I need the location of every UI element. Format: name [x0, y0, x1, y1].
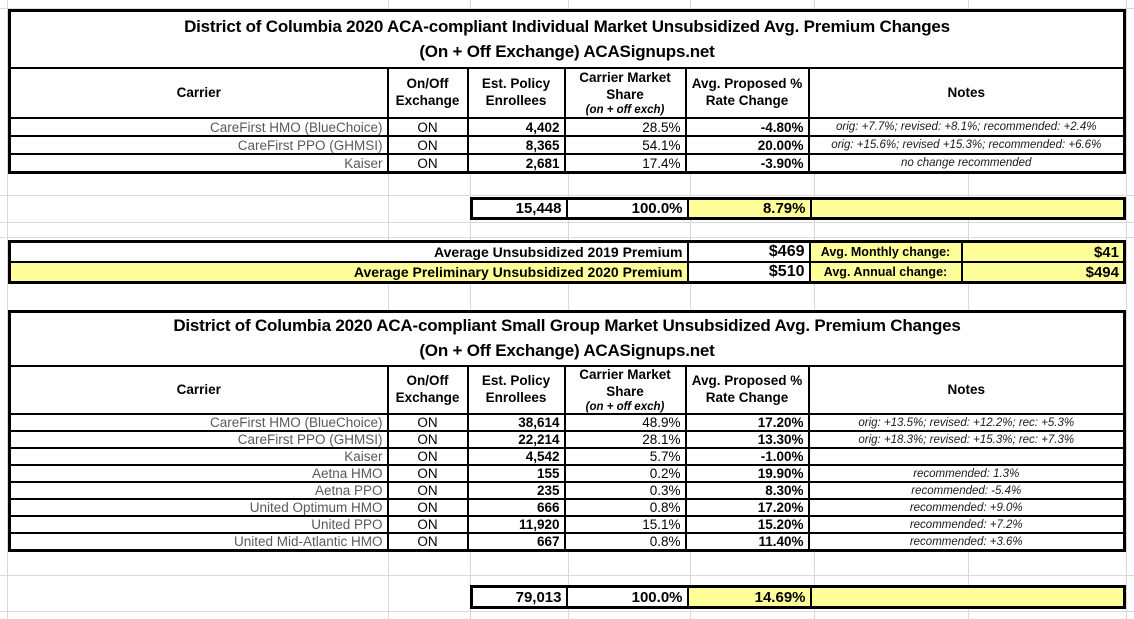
col-header-enrollees[interactable]: Est. Policy Enrollees	[468, 366, 565, 414]
annual-change-label[interactable]: Avg. Annual change:	[810, 262, 962, 283]
col-header-rate[interactable]: Avg. Proposed % Rate Change	[686, 366, 809, 414]
cell-rate[interactable]: -4.80%	[686, 118, 809, 136]
cell-enrollees[interactable]: 667	[468, 533, 565, 551]
gridline-horizontal	[0, 575, 1134, 576]
avg-2019-premium-value[interactable]: $469	[688, 242, 810, 263]
table-row	[10, 533, 1125, 551]
table-row	[10, 414, 1125, 431]
monthly-change-value[interactable]: $41	[962, 242, 1125, 263]
cell-exchange[interactable]: ON	[388, 465, 468, 482]
cell-share[interactable]: 0.8%	[565, 533, 686, 551]
col-header-share[interactable]	[565, 68, 686, 118]
cell-exchange[interactable]: ON	[388, 516, 468, 533]
cell-rate[interactable]: 19.90%	[686, 465, 809, 482]
cell-share[interactable]: 15.1%	[565, 516, 686, 533]
col-header-notes[interactable]: Notes	[809, 68, 1125, 118]
cell-notes[interactable]: orig: +7.7%; revised: +8.1%; recommended: +2.4%	[809, 118, 1125, 136]
avg-2020-premium-value[interactable]: $510	[688, 262, 810, 283]
cell-enrollees[interactable]: 8,365	[468, 136, 565, 154]
cell-exchange[interactable]: ON	[388, 482, 468, 499]
cell-exchange[interactable]: ON	[388, 154, 468, 173]
table-row	[10, 482, 1125, 499]
cell-exchange[interactable]: ON	[388, 448, 468, 465]
cell-exchange[interactable]: ON	[388, 533, 468, 551]
cell-share[interactable]: 28.1%	[565, 431, 686, 448]
col-header-carrier[interactable]: Carrier	[10, 366, 388, 414]
cell-enrollees[interactable]: 22,214	[468, 431, 565, 448]
cell-rate[interactable]: -3.90%	[686, 154, 809, 173]
cell-rate[interactable]: 20.00%	[686, 136, 809, 154]
cell-share[interactable]: 0.3%	[565, 482, 686, 499]
table-row	[10, 465, 1125, 482]
cell-rate[interactable]: 8.30%	[686, 482, 809, 499]
gridline-horizontal	[0, 195, 1134, 196]
cell-notes[interactable]: recommended: +9.0%	[809, 499, 1125, 516]
cell-carrier[interactable]: Kaiser	[10, 154, 388, 173]
gridline-horizontal	[0, 611, 1134, 612]
cell-exchange[interactable]: ON	[388, 118, 468, 136]
cell-carrier[interactable]: United PPO	[10, 516, 388, 533]
cell-carrier[interactable]: CareFirst HMO (BlueChoice)	[10, 414, 388, 431]
table-row	[10, 516, 1125, 533]
cell-notes[interactable]: recommended: +7.2%	[809, 516, 1125, 533]
cell-rate[interactable]: 11.40%	[686, 533, 809, 551]
cell-exchange[interactable]: ON	[388, 414, 468, 431]
cell-notes[interactable]: no change recommended	[809, 154, 1125, 173]
cell-notes[interactable]: recommended: -5.4%	[809, 482, 1125, 499]
total-rate[interactable]: 14.69%	[688, 587, 811, 608]
cell-exchange[interactable]: ON	[388, 431, 468, 448]
cell-notes[interactable]	[809, 448, 1125, 465]
gridline-vertical	[1126, 0, 1127, 619]
premium-summary-box	[8, 240, 1126, 284]
individual-market-table	[8, 9, 1126, 174]
cell-carrier[interactable]: CareFirst HMO (BlueChoice)	[10, 118, 388, 136]
title-line-1: District of Columbia 2020 ACA-compliant Individual Market Unsubsidized Avg. Premium Changes	[184, 16, 950, 36]
cell-carrier[interactable]: CareFirst PPO (GHMSI)	[10, 431, 388, 448]
table-row	[10, 118, 1125, 136]
total-notes-empty[interactable]	[811, 199, 1125, 219]
col-header-exchange[interactable]: On/Off Exchange	[388, 366, 468, 414]
small-group-market-table	[8, 310, 1126, 552]
cell-exchange[interactable]: ON	[388, 499, 468, 516]
title-line-1: District of Columbia 2020 ACA-compliant Small Group Market Unsubsidized Avg. Premium Changes	[173, 316, 961, 336]
cell-enrollees[interactable]: 235	[468, 482, 565, 499]
gridline-horizontal	[0, 222, 1134, 223]
cell-share[interactable]: 48.9%	[565, 414, 686, 431]
gridline-horizontal	[0, 237, 1134, 238]
col-header-enrollees[interactable]: Est. Policy Enrollees	[468, 68, 565, 118]
share-header-text: Carrier Market Share	[579, 69, 671, 102]
cell-notes[interactable]: orig: +13.5%; revised: +12.2%; rec: +5.3%	[809, 414, 1125, 431]
table-title-individual[interactable]	[10, 11, 1125, 69]
cell-rate[interactable]: -1.00%	[686, 448, 809, 465]
cell-notes[interactable]: orig: +15.6%; revised +15.3%; recommended: +6.6%	[809, 136, 1125, 154]
cell-share[interactable]: 0.2%	[565, 465, 686, 482]
total-share[interactable]: 100.0%	[567, 587, 688, 608]
col-header-carrier[interactable]: Carrier	[10, 68, 388, 118]
table-row	[10, 154, 1125, 173]
share-header-subtext: (on + off exch)	[585, 400, 665, 413]
cell-rate[interactable]: 17.20%	[686, 414, 809, 431]
table-row	[10, 499, 1125, 516]
cell-carrier[interactable]: United Mid-Atlantic HMO	[10, 533, 388, 551]
cell-rate[interactable]: 15.20%	[686, 516, 809, 533]
cell-rate[interactable]: 13.30%	[686, 431, 809, 448]
share-header-subtext: (on + off exch)	[585, 103, 665, 116]
individual-totals-row	[470, 197, 1126, 220]
title-line-2: (On + Off Exchange) ACASignups.net	[419, 41, 715, 61]
table-title-small-group[interactable]	[10, 312, 1125, 367]
annual-change-value[interactable]: $494	[962, 262, 1125, 283]
col-header-exchange[interactable]: On/Off Exchange	[388, 68, 468, 118]
avg-2019-premium-label[interactable]: Average Unsubsidized 2019 Premium	[10, 242, 688, 263]
table-row	[10, 448, 1125, 465]
col-header-share[interactable]	[565, 366, 686, 414]
cell-enrollees[interactable]: 38,614	[468, 414, 565, 431]
total-notes-empty[interactable]	[811, 587, 1125, 608]
cell-carrier[interactable]: Aetna PPO	[10, 482, 388, 499]
total-share[interactable]: 100.0%	[567, 199, 688, 219]
cell-carrier[interactable]: Aetna HMO	[10, 465, 388, 482]
avg-2020-premium-label[interactable]: Average Preliminary Unsubsidized 2020 Premium	[10, 262, 688, 283]
cell-rate[interactable]: 17.20%	[686, 499, 809, 516]
cell-enrollees[interactable]: 155	[468, 465, 565, 482]
total-enrollees[interactable]: 15,448	[472, 199, 567, 219]
cell-notes[interactable]: recommended: 1.3%	[809, 465, 1125, 482]
cell-notes[interactable]: recommended: +3.6%	[809, 533, 1125, 551]
total-enrollees[interactable]: 79,013	[472, 587, 567, 608]
table-row	[10, 431, 1125, 448]
cell-share[interactable]: 0.8%	[565, 499, 686, 516]
cell-share[interactable]: 28.5%	[565, 118, 686, 136]
cell-enrollees[interactable]: 4,542	[468, 448, 565, 465]
cell-share[interactable]: 54.1%	[565, 136, 686, 154]
cell-exchange[interactable]: ON	[388, 136, 468, 154]
monthly-change-label[interactable]: Avg. Monthly change:	[810, 242, 962, 263]
cell-enrollees[interactable]: 2,681	[468, 154, 565, 173]
cell-enrollees[interactable]: 666	[468, 499, 565, 516]
cell-carrier[interactable]: Kaiser	[10, 448, 388, 465]
cell-carrier[interactable]: United Optimum HMO	[10, 499, 388, 516]
cell-share[interactable]: 5.7%	[565, 448, 686, 465]
share-header-text: Carrier Market Share	[579, 367, 671, 399]
col-header-notes[interactable]: Notes	[809, 366, 1125, 414]
cell-enrollees[interactable]: 11,920	[468, 516, 565, 533]
total-rate[interactable]: 8.79%	[688, 199, 811, 219]
col-header-rate[interactable]: Avg. Proposed % Rate Change	[686, 68, 809, 118]
cell-carrier[interactable]: CareFirst PPO (GHMSI)	[10, 136, 388, 154]
cell-enrollees[interactable]: 4,402	[468, 118, 565, 136]
cell-share[interactable]: 17.4%	[565, 154, 686, 173]
small-group-totals-row	[470, 585, 1126, 609]
table-row	[10, 136, 1125, 154]
title-line-2: (On + Off Exchange) ACASignups.net	[419, 341, 715, 360]
cell-notes[interactable]: orig: +18.3%; revised: +15.3%; rec: +7.3%	[809, 431, 1125, 448]
